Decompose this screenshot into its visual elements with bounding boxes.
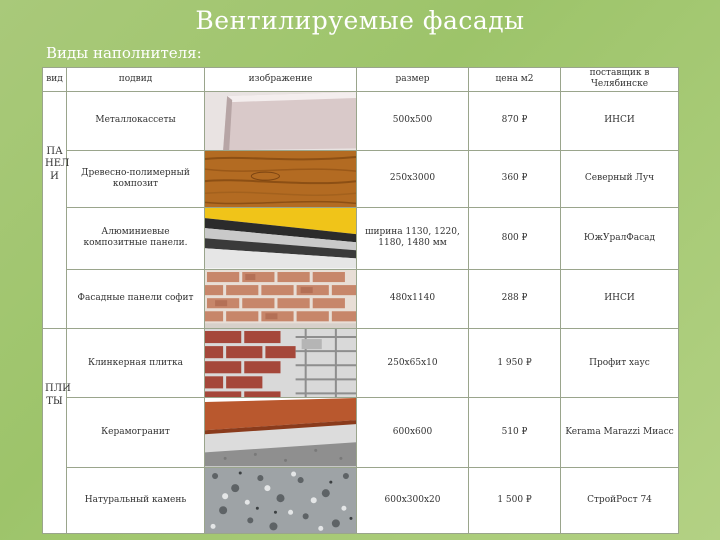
cell-size: 250х3000 xyxy=(357,150,469,207)
cell-subtype: Металлокассеты xyxy=(67,91,205,150)
cell-supplier: ЮжУралФасад xyxy=(561,208,679,269)
cell-size: ширина 1130, 1220, 1180, 1480 мм xyxy=(357,208,469,269)
cell-supplier: Kerama Marazzi Миасс xyxy=(561,398,679,467)
wood-composite-image xyxy=(205,150,357,207)
brick-facade-panel-image xyxy=(205,269,357,328)
table-row xyxy=(43,398,679,467)
cell-size: 600х600 xyxy=(357,398,469,467)
category-label-line: ПЛИ xyxy=(45,383,71,394)
cell-subtype: Натуральный камень xyxy=(67,467,205,533)
cell-subtype: Керамогранит xyxy=(67,398,205,467)
clinker-tile-image xyxy=(205,329,357,398)
slide-title: Вентилируемые фасады xyxy=(195,6,525,35)
table-header-row xyxy=(43,68,679,92)
cell-subtype: Алюминиевые композитные панели. xyxy=(67,208,205,269)
table-row xyxy=(43,269,679,328)
cell-subtype: Фасадные панели софит xyxy=(67,269,205,328)
table-row xyxy=(43,150,679,207)
table-row xyxy=(43,208,679,269)
category-panels xyxy=(43,91,70,329)
table-row xyxy=(43,329,679,398)
cell-price: 1 500 ₽ xyxy=(469,467,561,533)
cell-price: 510 ₽ xyxy=(469,398,561,467)
category-label-line: НЕЛ xyxy=(45,158,70,169)
cell-price: 1 950 ₽ xyxy=(469,329,561,398)
header-price: цена м2 xyxy=(469,68,561,92)
cell-price: 288 ₽ xyxy=(469,269,561,328)
porcelain-stoneware-image xyxy=(205,398,357,467)
cell-size: 480х1140 xyxy=(357,269,469,328)
cell-price: 800 ₽ xyxy=(469,208,561,269)
cell-supplier: Профит хаус xyxy=(561,329,679,398)
category-tiles xyxy=(43,329,71,534)
cell-price: 870 ₽ xyxy=(469,91,561,150)
header-type: вид xyxy=(43,68,67,92)
facade-materials-table xyxy=(42,67,679,534)
cell-supplier: ИНСИ xyxy=(561,91,679,150)
table-row xyxy=(43,467,679,533)
cell-supplier: Северный Луч xyxy=(561,150,679,207)
header-image: изображение xyxy=(205,68,357,92)
header-supplier: поставщик в Челябинске xyxy=(561,68,679,92)
cell-size: 250х65х10 xyxy=(357,329,469,398)
category-label-line: ПА xyxy=(46,145,63,157)
cell-supplier: ИНСИ xyxy=(561,269,679,328)
aluminium-composite-image xyxy=(205,208,357,269)
cell-subtype: Клинкерная плитка xyxy=(67,329,205,398)
cell-size: 500х500 xyxy=(357,91,469,150)
granite-stone-image xyxy=(205,467,357,533)
cell-price: 360 ₽ xyxy=(469,150,561,207)
cell-size: 600х300х20 xyxy=(357,467,469,533)
metal-cassette-image xyxy=(205,91,357,150)
header-subtype: подвид xyxy=(67,68,205,92)
header-size: размер xyxy=(357,68,469,92)
category-label-line: И xyxy=(50,170,59,182)
category-label-line: ТЫ xyxy=(46,395,63,407)
cell-subtype: Древесно-полимерный композит xyxy=(67,150,205,207)
cell-supplier: СтройРост 74 xyxy=(561,467,679,533)
table-row xyxy=(43,91,679,150)
slide-subtitle: Виды наполнителя: xyxy=(46,44,202,62)
